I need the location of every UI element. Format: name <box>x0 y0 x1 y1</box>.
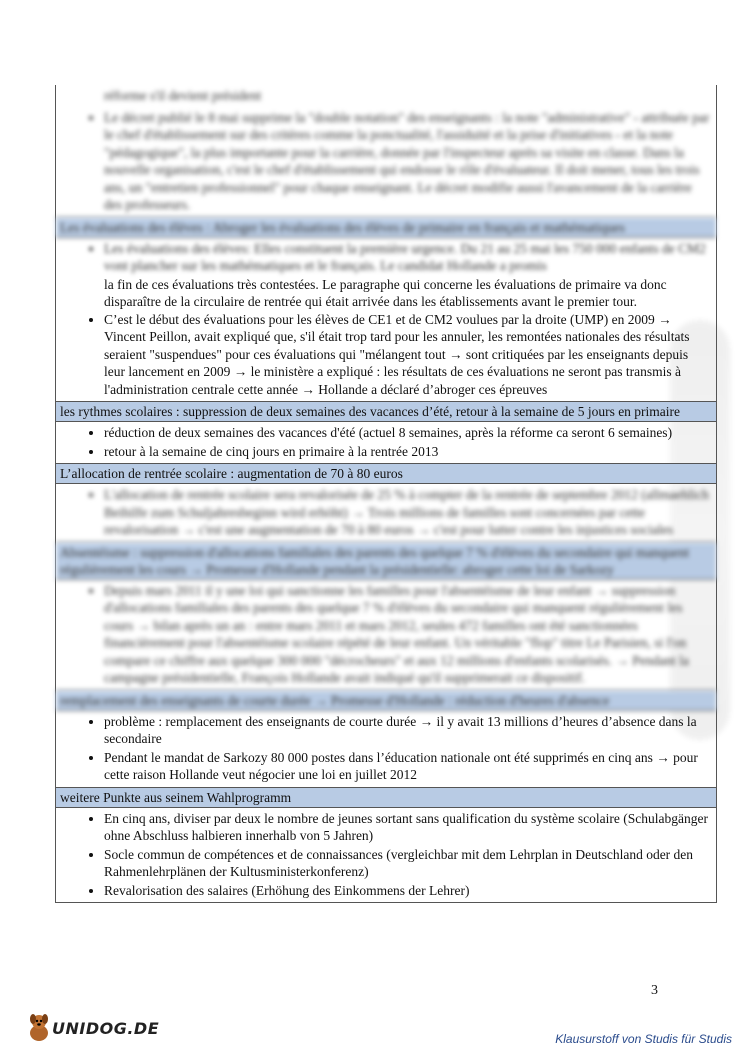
blurred-list-item: • L'allocation de rentrée scolaire sera revalorisée de 25 % à compter de la rentrée de septembre 2012 (allmaehlich Beihilfe zum Schuljahresbeginn wird erhöht) → Trois millions de familles sont concernées par cette revalorisation → c'est une augmentation de 70 à 80 euros → c'est pour lutter contre les injustices sociales <box>104 486 710 539</box>
list-item: • Pendant le mandat de Sarkozy 80 000 postes dans l’éducation nationale ont été supprimés en cinq ans → pour cette raison Hollande veut négocier une loi en juillet 2012 <box>104 749 710 784</box>
section-header-rythmes: les rythmes scolaires : suppression de deux semaines des vacances d’été, retour à la semaine de 5 jours en primaire <box>56 402 716 422</box>
list-item-continuation: la fin de ces évaluations très contestées. Le paragraphe qui concerne les évaluations de primaire va donc disparaître de la circulaire de rentrée qui était arrivée dans les établissements avant le premier tour. <box>104 276 667 309</box>
section-body-allocation <box>56 484 716 543</box>
page-number: 3 <box>651 983 658 998</box>
section-header-allocation: L’allocation de rentrée scolaire : augmentation de 70 à 80 euros <box>56 464 716 484</box>
blurred-line: réforme s'il devient président <box>104 88 262 103</box>
dog-icon <box>26 1013 52 1043</box>
section-header-remplacement: remplacement des enseignants de courte durée → Promesse d'Hollande : réduction d'heures d'absence <box>56 691 716 711</box>
list-item: • Socle commun de compétences et de connaissances (vergleichbar mit dem Lehrplan in Deutschland oder den Rahmenlehrplänen der Kultusministerkonferenz) <box>104 846 710 881</box>
section-body-remplacement <box>56 711 716 788</box>
list-item: • Revalorisation des salaires (Erhöhung des Einkommens der Lehrer) <box>104 882 710 900</box>
section-body-rythmes <box>56 422 716 464</box>
blurred-list-item: • Depuis mars 2011 il y une loi qui sanctionne les familles pour l'absentéisme de leur enfant → suppression d'allocations familiales des parents des quelque 7 % d'élèves du secondaire qui manquent régulièrement les cours → bilan après un an : entre mars 2011 et mars 2012, seules 472 familles ont été sanctionnées financièrement pour l'absentéisme scolaire répété de leur enfant. Un véritable "flop" titre Le Parisien, si l'on compare ce chiffre aux quelque 300 000 "décrocheurs" et aux 12 millions d'enfants scolarisés. → Pendant la campagne présidentielle, François Hollande avait indiqué qu'il supprimerait ce dispositif. <box>104 582 710 687</box>
section-body-evaluations <box>56 238 716 403</box>
logo-text: UNIDOG.DE <box>52 1018 160 1038</box>
list-item: • problème : remplacement des enseignants de courte durée → il y avait 13 millions d’heures d’absence dans la secondaire <box>104 713 710 748</box>
footer-tagline: Klausurstoff von Studis für Studis <box>555 1032 732 1046</box>
section-body-weitere-punkte <box>56 808 716 904</box>
section-body-absenteisme <box>56 580 716 691</box>
section-header-evaluations: Les évaluations des élèves : Abroger les évaluations des élèves de primaire en français et mathématiques <box>56 218 716 238</box>
list-item: • réduction de deux semaines des vacances d'été (actuel 8 semaines, après la réforme ca seront 6 semaines) <box>104 424 710 442</box>
unidog-logo <box>26 1010 159 1046</box>
blurred-list-item: • Les évaluations des élèves: Elles constituent la première urgence. Du 21 au 25 mai les 750 000 enfants de CM2 vont plancher sur les mathématiques et le français. Le candidat Hollande a promis <box>104 240 710 275</box>
section-header-absenteisme: Absentéisme : suppression d'allocations familiales des parents des quelque 7 % d'élèves du secondaire qui manquent régulièrement les cours → Promesse d'Hollande pendant la présidentielle: abroger cette loi de Sarkozy <box>56 543 716 580</box>
document-table <box>55 85 717 903</box>
section-header-weitere-punkte: weitere Punkte aus seinem Wahlprogramm <box>56 788 716 808</box>
list-item: • En cinq ans, diviser par deux le nombre de jeunes sortant sans qualification du système scolaire (Schulabgänger ohne Abschluss halbieren innerhalb von 5 Jahren) <box>104 810 710 845</box>
list-item: • retour à la semaine de cinq jours en primaire à la rentrée 2013 <box>104 443 710 461</box>
blurred-list-item: • Le décret publié le 8 mai supprime la "double notation" des enseignants : la note "administrative" - attribuée par le chef d'établissement sur des critères comme la ponctualité, l'assiduité et la prise d'initiatives - et la note "pédagogique", la plus importante pour la carrière, donnée par l'inspecteur après sa visite en classe. Dans la nouvelle organisation, c'est le chef d'établissement qui endosse le rôle d'évaluateur. Il doit mener, tous les trois ans, un "entretien professionnel" pour chaque enseignant. Le décret modifie aussi l'avancement de la carrière des professeurs. <box>104 109 710 214</box>
list-item: • C’est le début des évaluations pour les élèves de CE1 et de CM2 voulues par la droite (UMP) en 2009 → Vincent Peillon, avait expliqué que, s'il était trop tard pour les annuler, les remontées nationales des résultats seraient "suspendues" pour ces évaluations qui "mélangent tout → sont critiquées par les enseignants depuis leur lancement en 2009 → le ministère a expliqué : les résultats de ces évaluations ne seront pas transmis à l'administration centrale cette année → Hollande a déclaré d’abroger ces épreuves <box>104 311 710 399</box>
blurred-top-block <box>56 85 716 218</box>
